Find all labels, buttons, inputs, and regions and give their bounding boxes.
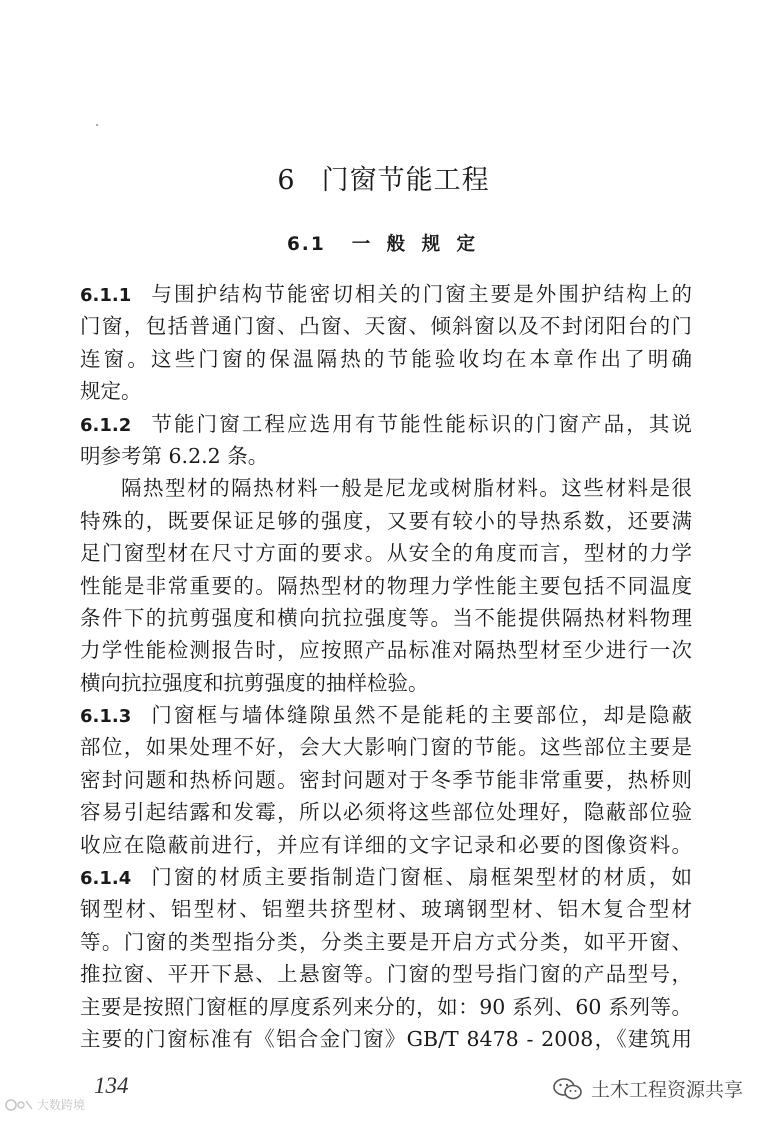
chapter-title xyxy=(0,158,767,197)
text-line: 力学性能检测报告时，应按照产品标准对隔热型材至少进行一次 xyxy=(80,638,692,663)
text-line: 容易引起结露和发霉，所以必须将这些部位处理好，隐蔽部位验 xyxy=(80,800,692,825)
text-line: 隔热型材的隔热材料一般是尼龙或树脂材料。这些材料是很 xyxy=(121,476,692,501)
text-line: 横向抗拉强度和抗剪强度的抽样检验。 xyxy=(80,670,429,695)
watermark-left xyxy=(4,1096,85,1113)
text-line: 6.1.4 门窗的材质主要指制造门窗框、扇框架型材的材质，如 xyxy=(80,865,692,890)
section-number: 6.1 xyxy=(286,234,326,255)
text-line: 6.1.1 与围护结构节能密切相关的门窗主要是外围护结构上的 xyxy=(80,282,692,306)
text-line: 性能是非常重要的。隔热型材的物理力学性能主要包括不同温度 xyxy=(80,573,692,598)
text-line: 主要是按照门窗框的厚度系列来分的，如：90 系列、60 系列等。 xyxy=(80,994,692,1019)
text-line: 主要的门窗标准有《铝合金门窗》GB/T 8478 - 2008，《建筑用 xyxy=(80,1026,692,1051)
watermark-right xyxy=(553,1075,743,1102)
text-line: 推拉窗、平开下悬、上悬窗等。门窗的型号指门窗的产品型号， xyxy=(80,962,692,987)
watermark-left-text: 大数跨境 xyxy=(37,1098,86,1112)
section-name: 一 般 规 定 xyxy=(351,234,481,255)
text-line: 6.1.3 门窗框与墙体缝隙虽然不是能耗的主要部位，却是隐蔽 xyxy=(80,703,692,728)
text-line: 条件下的抗剪强度和横向抗拉强度等。当不能提供隔热材料物理 xyxy=(80,605,692,630)
clause-number: 6.1.2 xyxy=(80,414,132,436)
clause-number: 6.1.4 xyxy=(80,868,132,890)
wechat-icon xyxy=(553,1077,583,1101)
watermark-logo-icon xyxy=(4,1098,34,1112)
clause-number: 6.1.1 xyxy=(80,285,132,306)
section-title xyxy=(0,230,767,256)
text-line: 等。门窗的类型指分类，分类主要是开启方式分类，如平开窗、 xyxy=(80,929,692,954)
page-number: 134 xyxy=(94,1073,129,1098)
text-line: 6.1.2 节能门窗工程应选用有节能性能标识的门窗产品，其说 xyxy=(80,411,692,436)
scan-speck xyxy=(96,124,98,126)
text-line: 足门窗型材在尺寸方面的要求。从安全的角度而言，型材的力学 xyxy=(80,541,692,566)
body-text xyxy=(80,278,692,1055)
watermark-right-text: 土木工程资源共享 xyxy=(590,1079,743,1101)
text-line: 收应在隐蔽前进行，并应有详细的文字记录和必要的图像资料。 xyxy=(80,832,692,857)
text-line: 部位，如果处理不好，会大大影响门窗的节能。这些部位主要是 xyxy=(80,735,692,760)
text-line: 密封问题和热桥问题。密封问题对于冬季节能非常重要，热桥则 xyxy=(80,767,692,792)
text-line: 连窗。这些门窗的保温隔热的节能验收均在本章作出了明确 xyxy=(80,346,692,371)
chapter-number: 6 xyxy=(277,165,296,196)
text-line: 特殊的，既要保证足够的强度，又要有较小的导热系数，还要满 xyxy=(80,508,692,533)
text-line: 规定。 xyxy=(80,379,142,404)
clause-number: 6.1.3 xyxy=(80,706,132,728)
text-line: 钢型材、铝型材、铝塑共挤型材、玻璃钢型材、铝木复合型材 xyxy=(80,897,692,922)
text-line: 门窗，包括普通门窗、凸窗、天窗、倾斜窗以及不封闭阳台的门 xyxy=(80,314,692,339)
chapter-name: 门窗节能工程 xyxy=(321,165,490,196)
text-line: 明参考第 6.2.2 条。 xyxy=(80,443,269,468)
